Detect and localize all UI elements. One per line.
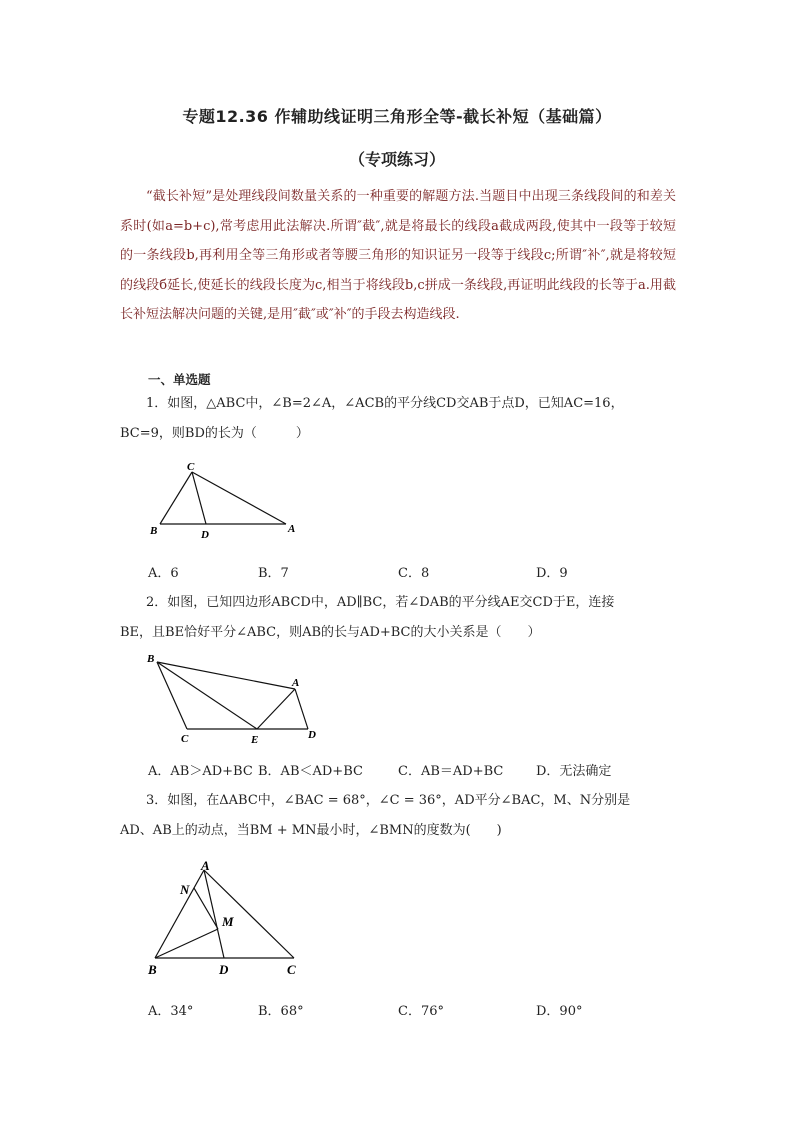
fig1-label-a: A	[288, 523, 296, 535]
fig3-segment-ac	[204, 870, 294, 958]
fig3-label-a: A	[201, 858, 210, 873]
q1-option-b[interactable]: B．7	[258, 566, 289, 581]
q3-option-b[interactable]: B．68°	[258, 1004, 304, 1019]
question-3	[120, 786, 676, 846]
q3-option-d[interactable]: D．90°	[536, 1004, 583, 1019]
fig3-label-n: N	[180, 882, 190, 897]
fig2-label-e: E	[251, 734, 259, 746]
fig1-segment-ca	[192, 472, 286, 524]
fig3-label-d: D	[219, 962, 229, 977]
q3-option-a[interactable]: A．34°	[148, 1004, 194, 1019]
question-3-line-1: 3．如图，在ΔABC中，∠BAC = 68°，∠C = 36°，AD平分∠BAC，M、N分别是	[146, 793, 631, 808]
intro-paragraph: “截长补短”是处理线段间数量关系的一种重要的解题方法.当题目中出现三条线段间的和差关系时(如a=b+c),常考虑用此法解决.所谓″截″,就是将最长的线段a截成两段,使其中一段等于较短的一条线段b,再利用全等三角形或者等腰三角形的知识证另一段等于线段c;所谓″补″,就是将较短的线段б延长,使延长的线段长度为c,相当于将线段b,c拼成一条线段,再证明此线段的长等于a.用截长补短法解决问题的关键,是用″截″或″补″的手段去构造线段.	[120, 189, 676, 322]
fig2-label-a: A	[292, 677, 300, 689]
fig2-segment-ae	[257, 689, 295, 729]
question-2-options	[148, 760, 668, 779]
question-1-line-2: BC=9，则BD的长为（ ）	[120, 426, 309, 441]
fig3-segment-nm	[194, 888, 218, 929]
section-heading: 一、单选题	[148, 372, 211, 387]
q1-option-d[interactable]: D．9	[536, 566, 568, 581]
fig3-segment-ad	[204, 870, 224, 958]
question-2-line-1: 2．如图，已知四边形ABCD中，AD∥BC，若∠DAB的平分线AE交CD于E，连接	[146, 595, 615, 610]
fig3-label-c: C	[287, 962, 296, 977]
question-2-line-2: BE，且BE恰好平分∠ABC，则AB的长与AD+BC的大小关系是（ ）	[120, 625, 541, 640]
q3-option-c[interactable]: C．76°	[398, 1004, 444, 1019]
question-1-options	[148, 562, 668, 581]
figure-3	[140, 850, 320, 985]
fig2-segment-ad	[295, 689, 308, 729]
question-3-line-2: AD、AB上的动点，当BM + MN最小时，∠BMN的度数为( )	[120, 823, 502, 838]
fig3-label-b: B	[148, 962, 157, 977]
fig2-label-d: D	[308, 729, 316, 741]
page-title: 专题12.36 作辅助线证明三角形全等-截长补短（基础篇）	[182, 107, 612, 126]
question-1	[120, 389, 676, 449]
fig1-segment-cd	[192, 472, 206, 524]
fig1-label-b: B	[150, 525, 158, 537]
fig1-segment-bc	[160, 472, 192, 524]
question-3-options	[148, 1000, 668, 1019]
fig2-label-c: C	[181, 733, 189, 745]
question-1-line-1: 1．如图，△ABC中，∠B=2∠A，∠ACB的平分线CD交AB于点D，已知AC=16，	[146, 396, 624, 411]
q2-option-b[interactable]: B．AB＜AD+BC	[258, 764, 363, 779]
page-subtitle: （专项练习）	[348, 150, 445, 169]
q2-option-d[interactable]: D．无法确定	[536, 764, 612, 779]
question-2	[120, 588, 676, 648]
q1-option-a[interactable]: A．6	[148, 566, 179, 581]
fig1-label-d: D	[201, 529, 209, 541]
fig1-label-c: C	[187, 461, 195, 473]
figure-2	[140, 648, 340, 748]
q1-option-c[interactable]: C．8	[398, 566, 430, 581]
figure-1	[140, 458, 310, 548]
q2-option-c[interactable]: C．AB＝AD+BC	[398, 764, 504, 779]
fig3-segment-bm	[155, 929, 218, 958]
fig3-label-m: M	[222, 914, 234, 929]
q2-option-a[interactable]: A．AB＞AD+BC	[148, 764, 253, 779]
fig2-label-b: B	[147, 653, 155, 665]
